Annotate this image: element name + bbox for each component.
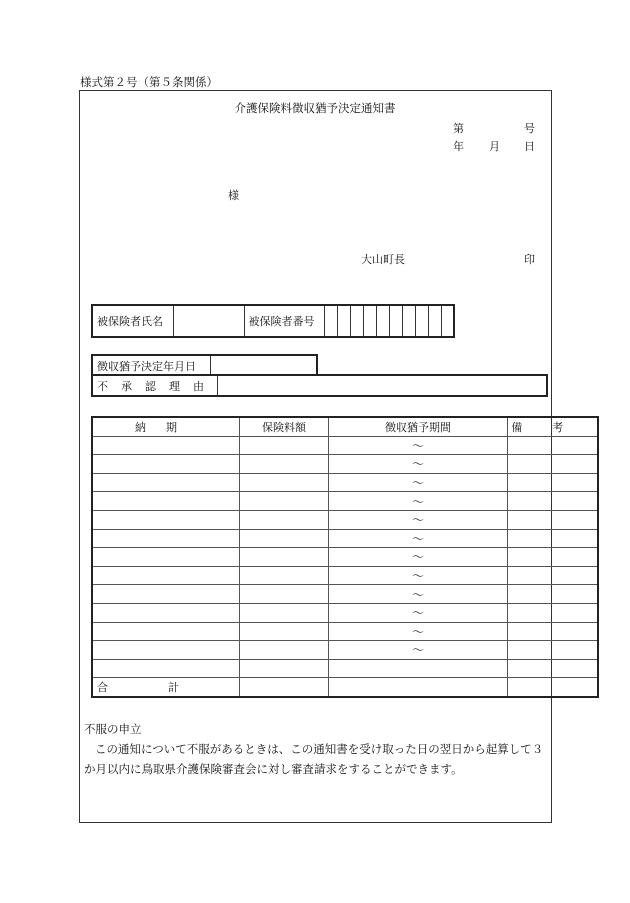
- premium-amount-cell[interactable]: [240, 455, 329, 474]
- due-period-cell[interactable]: [92, 548, 240, 567]
- table-row: [92, 659, 598, 678]
- column-header-deferral-period: 徴収猶予期間: [329, 417, 508, 436]
- table-row: [92, 455, 598, 474]
- remarks-cell[interactable]: [508, 510, 598, 529]
- remarks-cell[interactable]: [508, 529, 598, 548]
- due-period-cell[interactable]: [92, 622, 240, 641]
- insured-info-table: [91, 304, 455, 338]
- insured-number-digit[interactable]: [337, 305, 350, 337]
- insured-name-field[interactable]: [173, 305, 244, 337]
- insured-number-digit[interactable]: [402, 305, 415, 337]
- notice-number-suffix: 号: [524, 122, 535, 135]
- table-row: [92, 641, 598, 660]
- premium-amount-cell[interactable]: [240, 473, 329, 492]
- due-period-cell[interactable]: [92, 585, 240, 604]
- deferral-period-cell[interactable]: ～: [329, 529, 508, 548]
- premium-amount-cell[interactable]: [240, 659, 329, 678]
- premium-amount-cell[interactable]: [240, 622, 329, 641]
- remarks-cell[interactable]: [508, 492, 598, 511]
- date-day-label: 日: [524, 140, 535, 153]
- insured-number-digit[interactable]: [350, 305, 363, 337]
- objection-heading: 不服の申立: [84, 722, 142, 736]
- premium-amount-cell[interactable]: [240, 603, 329, 622]
- deferral-period-cell[interactable]: ～: [329, 492, 508, 511]
- due-period-cell[interactable]: [92, 510, 240, 529]
- remarks-cell[interactable]: [508, 473, 598, 492]
- deferral-period-cell[interactable]: ～: [329, 622, 508, 641]
- deferral-period-cell[interactable]: ～: [329, 473, 508, 492]
- due-period-cell[interactable]: [92, 603, 240, 622]
- objection-body: この通知について不服があるときは、この通知書を受け取った日の翌日から起算して３か月以内に鳥取県介護保険審査会に対し審査請求をすることができます。: [84, 742, 544, 776]
- table-row: [92, 529, 598, 548]
- due-period-cell[interactable]: [92, 641, 240, 660]
- column-header-remarks: 備考: [508, 417, 598, 436]
- rejection-reason-label: 不承認理由: [92, 375, 218, 396]
- remarks-cell[interactable]: [508, 548, 598, 567]
- table-row: [92, 622, 598, 641]
- premium-amount-cell[interactable]: [240, 510, 329, 529]
- due-period-cell[interactable]: [92, 659, 240, 678]
- deferral-period-cell[interactable]: ～: [329, 641, 508, 660]
- remarks-cell[interactable]: [508, 659, 598, 678]
- due-period-cell[interactable]: [92, 473, 240, 492]
- table-row: [92, 603, 598, 622]
- table-row: [92, 492, 598, 511]
- premium-amount-cell[interactable]: [240, 529, 329, 548]
- deferral-period-cell[interactable]: ～: [329, 455, 508, 474]
- due-period-cell[interactable]: [92, 566, 240, 585]
- table-row: [92, 473, 598, 492]
- deferral-period-cell[interactable]: ～: [329, 436, 508, 455]
- deferral-date-table: [91, 354, 318, 376]
- deferral-period-cell[interactable]: ～: [329, 585, 508, 604]
- form-reference: 様式第２号（第５条関係）: [80, 75, 218, 89]
- date-month-label: 月: [489, 140, 500, 153]
- remarks-cell[interactable]: [508, 455, 598, 474]
- total-label: 合計: [92, 678, 240, 697]
- insured-number-digit[interactable]: [428, 305, 441, 337]
- premium-amount-cell[interactable]: [240, 492, 329, 511]
- due-period-cell[interactable]: [92, 529, 240, 548]
- insured-name-label: 被保険者氏名: [92, 305, 173, 337]
- column-header-premium-amount: 保険料額: [240, 417, 329, 436]
- due-period-cell[interactable]: [92, 455, 240, 474]
- table-row: [92, 566, 598, 585]
- rejection-reason-field[interactable]: [218, 375, 547, 396]
- deferral-date-field[interactable]: [210, 355, 317, 376]
- table-row: [92, 510, 598, 529]
- deferral-period-cell[interactable]: ～: [329, 566, 508, 585]
- deferral-period-cell[interactable]: [329, 659, 508, 678]
- deferral-date-label: 徴収猶予決定年月日: [92, 355, 210, 376]
- due-period-cell[interactable]: [92, 436, 240, 455]
- insured-number-digit[interactable]: [363, 305, 376, 337]
- premium-amount-cell[interactable]: [240, 548, 329, 567]
- notice-number-prefix: 第: [453, 122, 464, 135]
- total-period-cell[interactable]: [329, 678, 508, 697]
- premium-amount-cell[interactable]: [240, 436, 329, 455]
- insured-number-digit[interactable]: [324, 305, 337, 337]
- addressee-honorific: 様: [228, 189, 239, 202]
- premium-amount-cell[interactable]: [240, 585, 329, 604]
- column-header-due-period: 納期: [92, 417, 240, 436]
- remarks-cell[interactable]: [508, 566, 598, 585]
- insured-number-digit[interactable]: [389, 305, 402, 337]
- premium-amount-cell[interactable]: [240, 566, 329, 585]
- total-remarks-cell[interactable]: [508, 678, 598, 697]
- deferral-period-cell[interactable]: ～: [329, 510, 508, 529]
- date-year-label: 年: [453, 140, 464, 153]
- issuer-seal: 印: [524, 253, 535, 266]
- deferral-period-table: [91, 416, 599, 698]
- remarks-cell[interactable]: [508, 641, 598, 660]
- deferral-period-cell[interactable]: ～: [329, 548, 508, 567]
- table-row: [92, 436, 598, 455]
- table-row: [92, 548, 598, 567]
- insured-number-digit[interactable]: [441, 305, 454, 337]
- rejection-reason-table: [91, 374, 548, 397]
- premium-amount-cell[interactable]: [240, 641, 329, 660]
- insured-number-digit[interactable]: [415, 305, 428, 337]
- remarks-cell[interactable]: [508, 622, 598, 641]
- issuer-title: 大山町長: [361, 253, 405, 266]
- insured-number-digit[interactable]: [376, 305, 389, 337]
- document-title: 介護保険料徴収猶予決定通知書: [234, 101, 396, 115]
- remarks-cell[interactable]: [508, 436, 598, 455]
- due-period-cell[interactable]: [92, 492, 240, 511]
- table-row: [92, 585, 598, 604]
- total-premium-cell[interactable]: [240, 678, 329, 697]
- remarks-cell[interactable]: [508, 585, 598, 604]
- deferral-period-cell[interactable]: ～: [329, 603, 508, 622]
- insured-number-label: 被保険者番号: [244, 305, 324, 337]
- remarks-cell[interactable]: [508, 603, 598, 622]
